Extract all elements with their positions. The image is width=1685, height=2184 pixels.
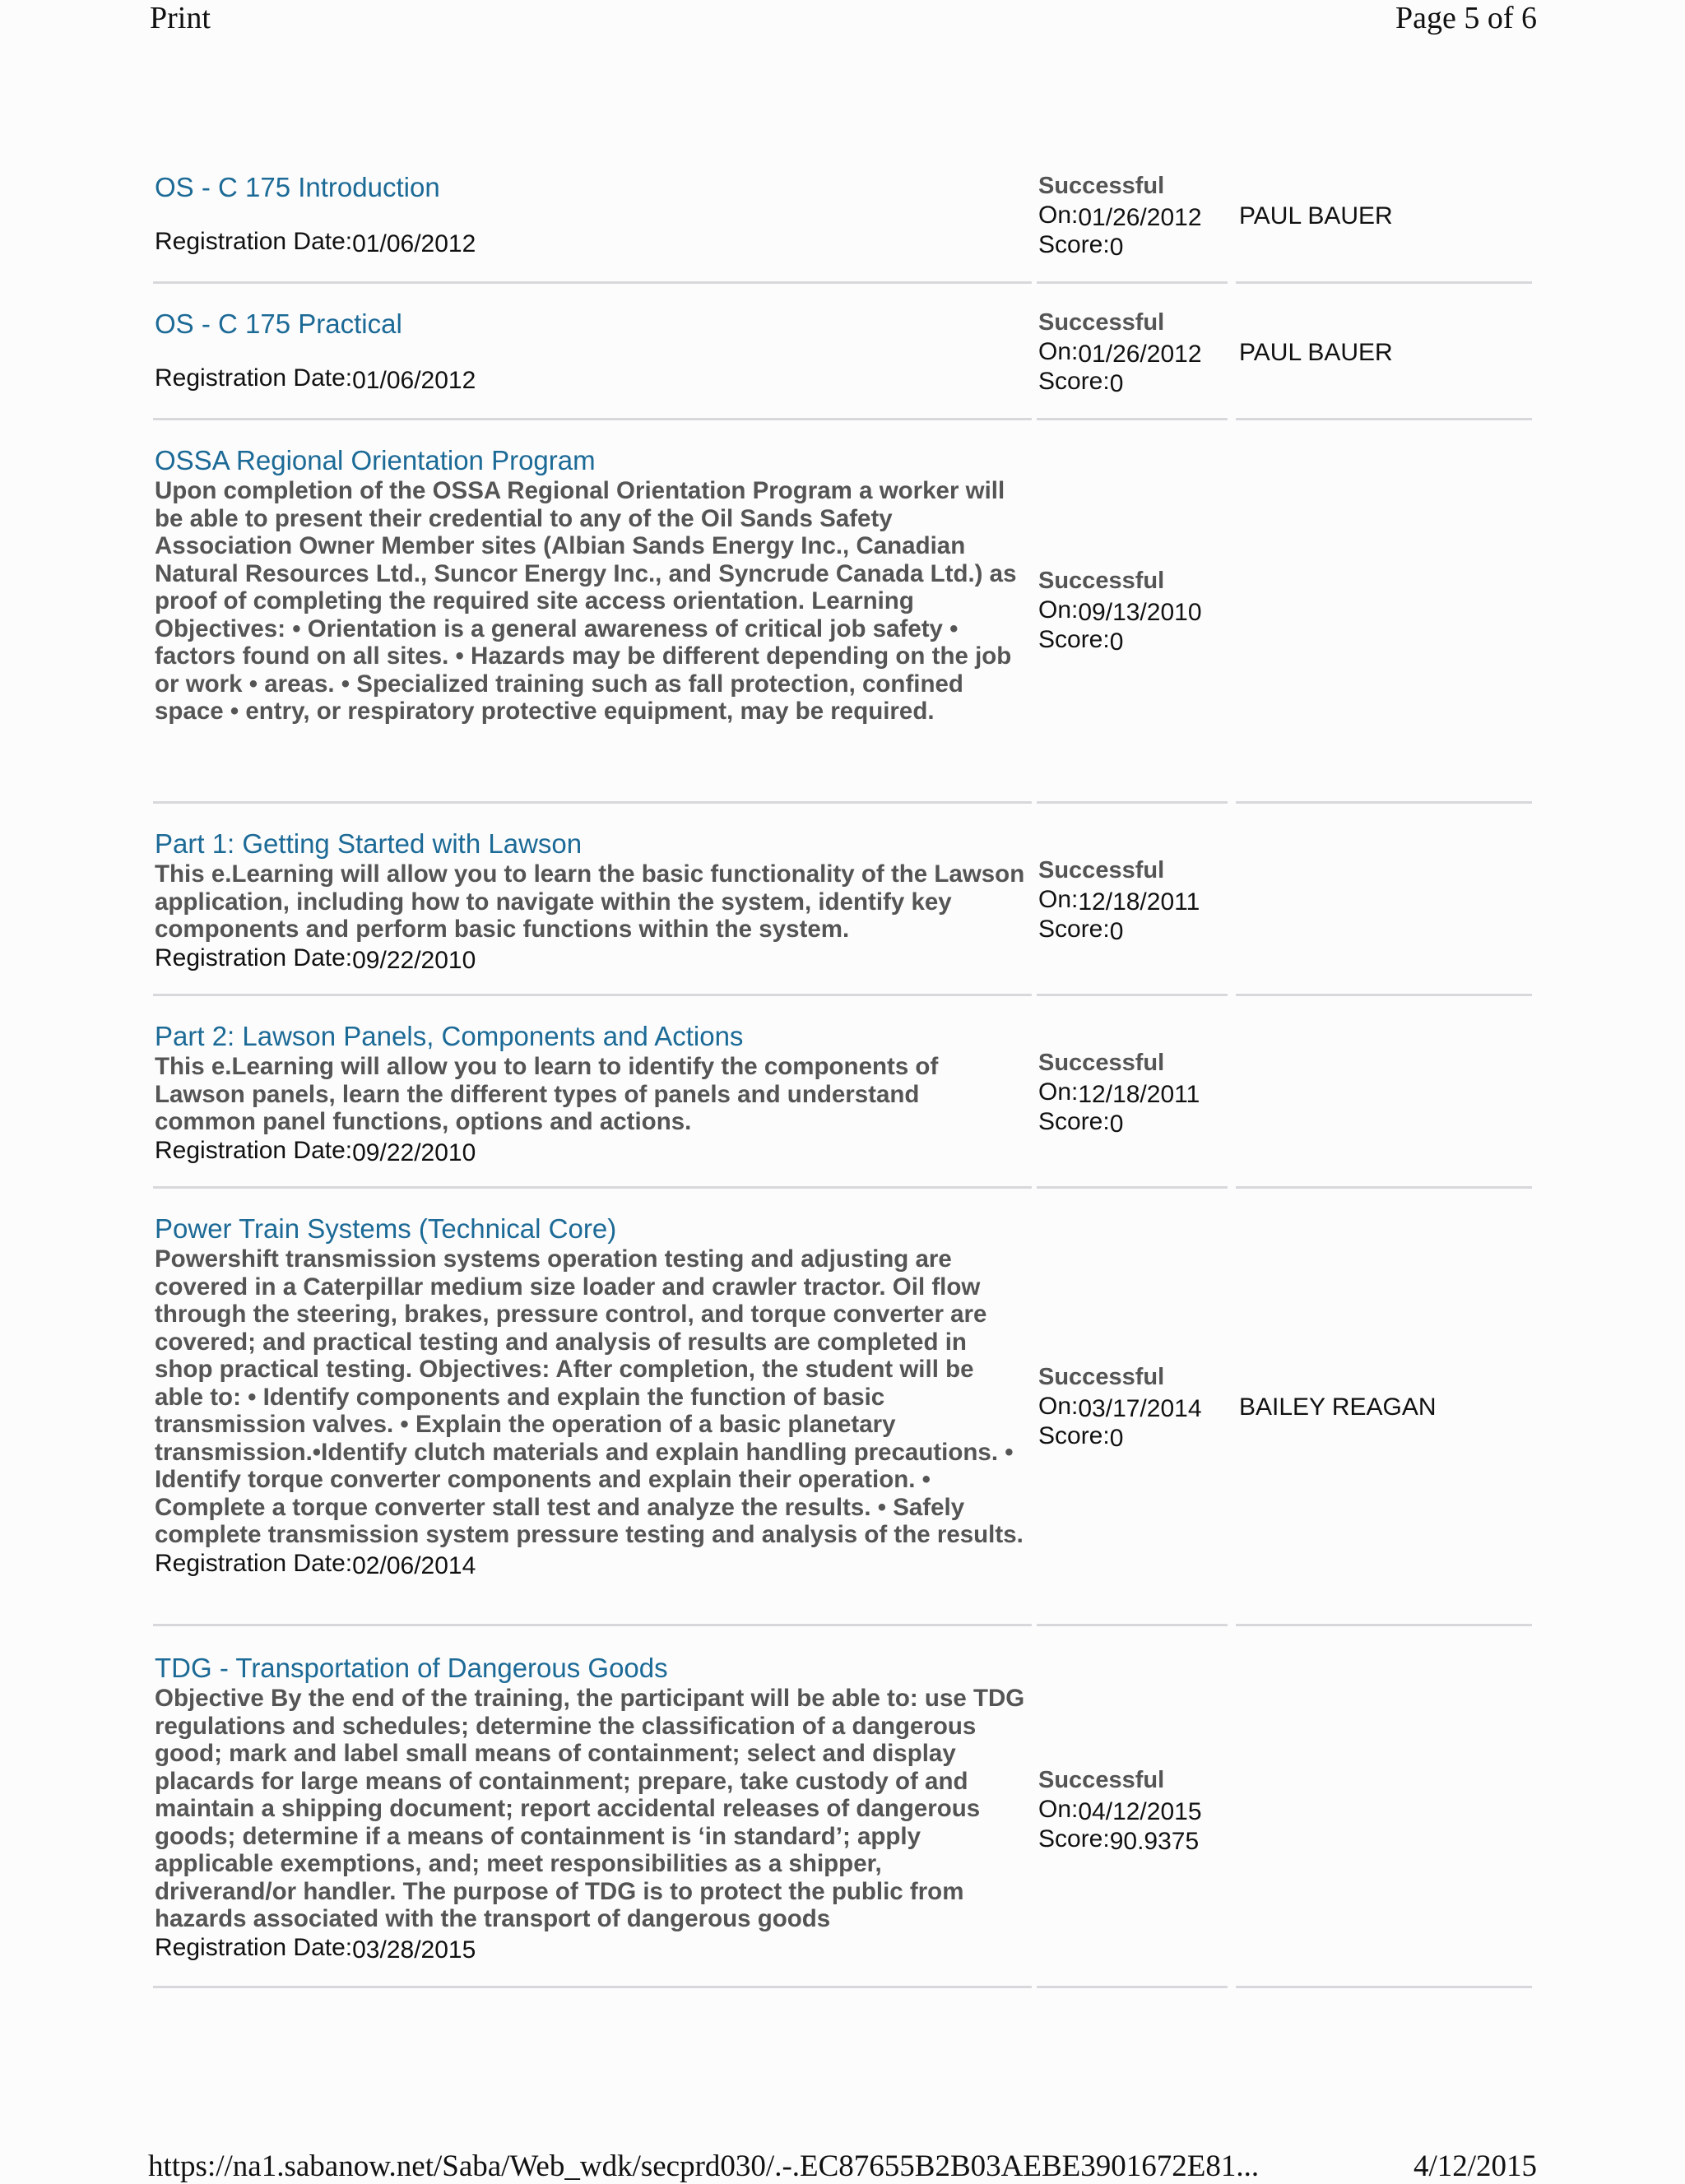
status-label: Successful: [1038, 857, 1165, 883]
registration-label: Registration Date:: [155, 1136, 353, 1164]
row-divider: [1037, 1986, 1228, 1988]
course-description: This e.Learning will allow you to learn to identify the components of Lawson panels, learn the different types of panels and understand common panel functions, options and actions.: [155, 1053, 939, 1135]
registration-label: Registration Date:: [155, 944, 353, 971]
score: Score:0: [1038, 1422, 1124, 1452]
footer-date: 4/12/2015: [1413, 2149, 1537, 2183]
course-description: Powershift transmission systems operation testing and adjusting are covered in a Caterpillar medium size loader and crawler tractor. Oil flow through the steering, brakes, pressure control, and torque converter are covered; and practical testing and analysis of results are completed in shop practical testing. Objectives: After completion, the student will be able to: • Identify components and explain the function of basic transmission valves. • Explain the operation of a basic planetary transmission.•Identify clutch materials and explain handling precautions. • Identify torque converter components and explain their operation. • Complete a torque converter stall test and analyze the results. • Safely complete transmission system pressure testing and analysis of the results.: [155, 1245, 1024, 1548]
course-title-link[interactable]: OS - C 175 Introduction: [155, 172, 440, 202]
status-cell: [1038, 566, 1228, 655]
row-divider: [153, 994, 1032, 996]
completion-date: On:01/26/2012: [1038, 338, 1202, 368]
course-description: Objective By the end of the training, the participant will be able to: use TDG regulations and schedules; determine the classification of a dangerous good; mark and label small means of containment; select and display placards for large means of containment; prepare, take custody of and maintain a shipping document; report accidental releases of dangerous goods; determine if a means of containment is ‘in standard’; apply applicable exemptions, and; meet responsibilities as a shipper, driverand/or handler. The purpose of TDG is to protect the public from hazards associated with the transport of dangerous goods: [155, 1685, 1025, 1932]
course-cell: [155, 171, 1027, 257]
score: Score:0: [1038, 1108, 1124, 1138]
status-label: Successful: [1038, 309, 1165, 336]
row-divider: [1236, 801, 1532, 804]
course-cell: [155, 444, 1027, 726]
registration-value: 02/06/2014: [352, 1551, 476, 1579]
course-cell: [155, 828, 1027, 973]
row-divider: [1037, 801, 1228, 804]
row-divider: [1037, 1186, 1228, 1189]
row-divider: [1236, 994, 1532, 996]
status-cell: [1038, 1362, 1228, 1451]
print-header: Print: [150, 1, 211, 35]
course-title-link[interactable]: OS - C 175 Practical: [155, 308, 402, 339]
row-divider: [1236, 1186, 1532, 1189]
row-divider: [153, 281, 1032, 284]
registration-value: 09/22/2010: [352, 1138, 476, 1166]
row-divider: [153, 1186, 1032, 1189]
status-cell: [1038, 1765, 1228, 1854]
course-cell: [155, 1213, 1027, 1579]
registration-value: 01/06/2012: [352, 367, 476, 394]
registration-label: Registration Date:: [155, 228, 353, 255]
row-divider: [153, 801, 1032, 804]
registration-value: 03/28/2015: [352, 1936, 476, 1964]
registration-date: [155, 944, 1027, 973]
row-divider: [1037, 418, 1228, 420]
course-cell: [155, 1020, 1027, 1166]
course-description: This e.Learning will allow you to learn the basic functionality of the Lawson application, including how to navigate within the system, identify key components and perform basic functions within the system.: [155, 860, 1025, 943]
status-cell: [1038, 171, 1228, 260]
course-description: Upon completion of the OSSA Regional Orientation Program a worker will be able to present their credential to any of the Oil Sands Safety Association Owner Member sites (Albian Sands Energy Inc., Canadian Natural Resources Ltd., Suncor Energy Inc., and Syncrude Canada Ltd.) as proof of completing the required site access orientation. Learning Objectives: • Orientation is a general awareness of critical job safety • factors found on all sites. • Hazards may be different depending on the job or work • areas. • Specialized training such as fall protection, confined space • entry, or respiratory protective equipment, may be required.: [155, 477, 1017, 725]
registration-date: [155, 1549, 1027, 1579]
score: Score:90.9375: [1038, 1825, 1200, 1855]
course-title-link[interactable]: Part 2: Lawson Panels, Components and Actions: [155, 1021, 744, 1051]
completion-date: On:04/12/2015: [1038, 1796, 1202, 1825]
instructor-name: BAILEY REAGAN: [1239, 1393, 1437, 1421]
row-divider: [1236, 1986, 1532, 1988]
course-cell: [155, 1652, 1027, 1963]
completion-date: On:12/18/2011: [1038, 886, 1200, 916]
registration-value: 01/06/2012: [352, 230, 476, 257]
status-label: Successful: [1038, 1767, 1165, 1793]
status-cell: [1038, 308, 1228, 396]
score: Score:0: [1038, 916, 1124, 945]
status-cell: [1038, 856, 1228, 944]
completion-date: On:12/18/2011: [1038, 1078, 1200, 1108]
row-divider: [1037, 994, 1228, 996]
registration-date: [155, 1933, 1027, 1963]
row-divider: [1236, 418, 1532, 420]
status-cell: [1038, 1048, 1228, 1137]
row-divider: [1037, 1624, 1228, 1626]
registration-label: Registration Date:: [155, 1549, 353, 1577]
course-title-link[interactable]: TDG - Transportation of Dangerous Goods: [155, 1653, 668, 1683]
course-title-link[interactable]: Power Train Systems (Technical Core): [155, 1213, 617, 1244]
row-divider: [1236, 1624, 1532, 1626]
status-label: Successful: [1038, 568, 1165, 594]
registration-date: [155, 227, 1027, 257]
course-cell: [155, 308, 1027, 393]
status-label: Successful: [1038, 1364, 1165, 1390]
registration-date: [155, 1136, 1027, 1166]
course-title-link[interactable]: Part 1: Getting Started with Lawson: [155, 828, 583, 859]
footer-url: https://na1.sabanow.net/Saba/Web_wdk/secprd030/.-.EC87655B2B03AEBE3901672E81...: [148, 2149, 1260, 2183]
instructor-name: PAUL BAUER: [1239, 339, 1393, 366]
registration-date: [155, 364, 1027, 393]
registration-label: Registration Date:: [155, 364, 353, 392]
instructor-name: PAUL BAUER: [1239, 202, 1393, 230]
course-title-link[interactable]: OSSA Regional Orientation Program: [155, 445, 596, 475]
row-divider: [153, 1986, 1032, 1988]
row-divider: [1037, 281, 1228, 284]
completion-date: On:03/17/2014: [1038, 1393, 1202, 1422]
row-divider: [1236, 281, 1532, 284]
page-number: Page 5 of 6: [1395, 1, 1537, 35]
status-label: Successful: [1038, 173, 1165, 199]
score: Score:0: [1038, 368, 1124, 397]
row-divider: [153, 418, 1032, 420]
row-divider: [153, 1624, 1032, 1626]
status-label: Successful: [1038, 1050, 1165, 1076]
score: Score:0: [1038, 231, 1124, 261]
completion-date: On:01/26/2012: [1038, 202, 1202, 231]
registration-value: 09/22/2010: [352, 946, 476, 974]
completion-date: On:09/13/2010: [1038, 596, 1202, 626]
score: Score:0: [1038, 626, 1124, 656]
registration-label: Registration Date:: [155, 1933, 353, 1961]
